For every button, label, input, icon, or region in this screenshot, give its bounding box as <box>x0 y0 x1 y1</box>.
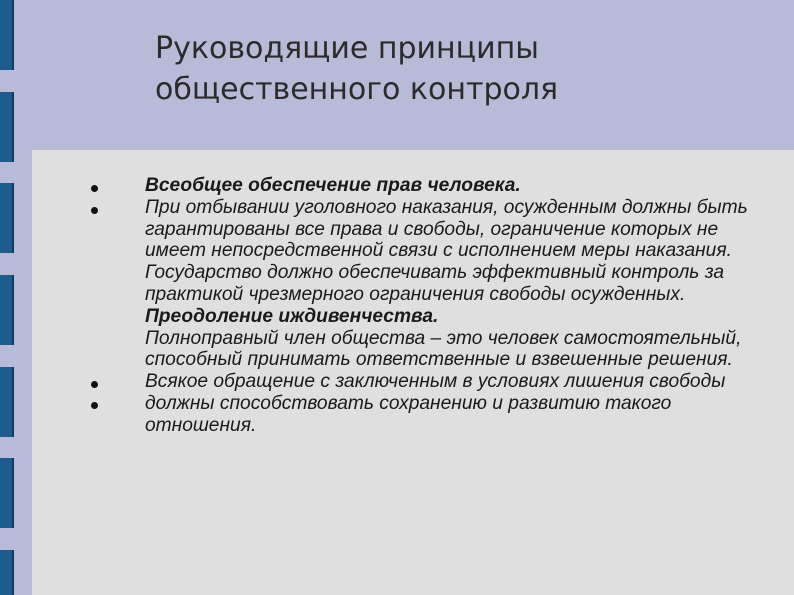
bullet-dot <box>91 402 98 409</box>
decorative-bar <box>0 458 14 528</box>
list-item-heading-2: Преодоление иждивенчества. <box>145 305 439 327</box>
decorative-bar <box>0 92 14 162</box>
list-item-heading-1: Всеобщее обеспечение прав человека. <box>145 175 521 196</box>
bullet-dot <box>91 207 98 214</box>
list-item-body-1: При отбывании уголовного наказания, осужденным должны быть гарантированы все права и свободы, ограничение которых не имеет непосредственной связи с исполнением меры наказания. Государство должно обеспечивать эффективный контроль за практикой чрезмерного ограничения свободы осужденных. <box>145 196 748 305</box>
slide-title-line-1: Руководящие принципы <box>155 31 539 66</box>
decorative-bar <box>0 275 14 345</box>
list-item-body-2: Полноправный член общества – это человек самостоятельный, способный принимать ответственные и взвешенные решения. Всякое обращение с заключенным в условиях лишения свободы должны способствовать сохранению и развитию такого отношения. <box>145 327 742 436</box>
decorative-bar <box>0 367 14 437</box>
left-decorative-bars <box>0 0 14 595</box>
slide-title-line-2: общественного контроля <box>155 72 559 107</box>
bullet-list <box>145 175 765 437</box>
decorative-bar <box>0 183 14 253</box>
bullet-dot <box>91 381 98 388</box>
content-panel <box>32 150 794 595</box>
decorative-bar <box>0 550 14 595</box>
decorative-bar <box>0 0 14 70</box>
bullet-dot <box>91 185 98 192</box>
slide-title <box>155 28 755 110</box>
